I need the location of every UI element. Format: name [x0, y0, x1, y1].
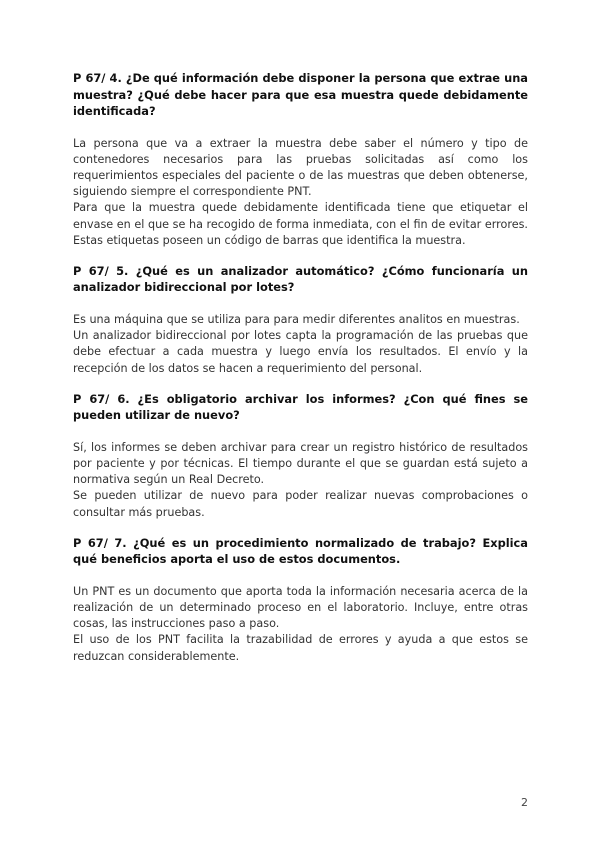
page-number: 2 — [521, 796, 528, 809]
question-block-4 — [73, 70, 528, 249]
answer-paragraph: La persona que va a extraer la muestra debe saber el número y tipo de contenedores necesarios para las pruebas solicitadas así como los requerimientos especiales del paciente o de las muestras que deben obtenerse, siguiendo siempre el correspondiente PNT. — [73, 136, 528, 199]
answer-text — [73, 440, 528, 521]
answer-paragraph: Para que la muestra quede debidamente identificada tiene que etiquetar el envase en el que se ha recogido de forma inmediata, con el fin de evitar errores. Estas etiquetas poseen un código de barras que identifica la muestra. — [73, 201, 528, 247]
question-block-5 — [73, 263, 528, 377]
answer-text — [73, 584, 528, 665]
answer-paragraph: Se pueden utilizar de nuevo para poder realizar nuevas comprobaciones o consultar más pruebas. — [73, 489, 528, 519]
question-heading: P 67/ 7. ¿Qué es un procedimiento normalizado de trabajo? Explica qué beneficios aporta el uso de estos documentos. — [73, 535, 528, 567]
document-page — [73, 70, 528, 679]
answer-paragraph: Sí, los informes se deben archivar para crear un registro histórico de resultados por paciente y por técnicas. El tiempo durante el que se guardan está sujeto a normativa según un Real Decreto. — [73, 440, 528, 487]
question-block-6 — [73, 391, 528, 521]
answer-paragraph: Es una máquina que se utiliza para para medir diferentes analitos en muestras. — [73, 312, 520, 326]
question-heading: P 67/ 5. ¿Qué es un analizador automático? ¿Cómo funcionaría un analizador bidireccional por lotes? — [73, 263, 528, 295]
question-heading: P 67/ 4. ¿De qué información debe disponer la persona que extrae una muestra? ¿Qué debe hacer para que esa muestra quede debidamente identificada? — [73, 71, 528, 118]
answer-text — [73, 312, 528, 377]
answer-text — [73, 136, 528, 249]
answer-paragraph: Un PNT es un documento que aporta toda la información necesaria acerca de la realización de un determinado proceso en el laboratorio. Incluye, entre otras cosas, las instrucciones paso a paso. — [73, 584, 528, 631]
answer-paragraph: Un analizador bidireccional por lotes capta la programación de las pruebas que debe efectuar a cada muestra y luego envía los resultados. El envío y la recepción de los datos se hacen a requerimiento del personal. — [73, 329, 528, 375]
question-heading: P 67/ 6. ¿Es obligatorio archivar los informes? ¿Con qué fines se pueden utilizar de nuevo? — [73, 391, 528, 423]
question-block-7 — [73, 535, 528, 665]
answer-paragraph: El uso de los PNT facilita la trazabilidad de errores y ayuda a que estos se reduzcan considerablemente. — [73, 633, 528, 663]
